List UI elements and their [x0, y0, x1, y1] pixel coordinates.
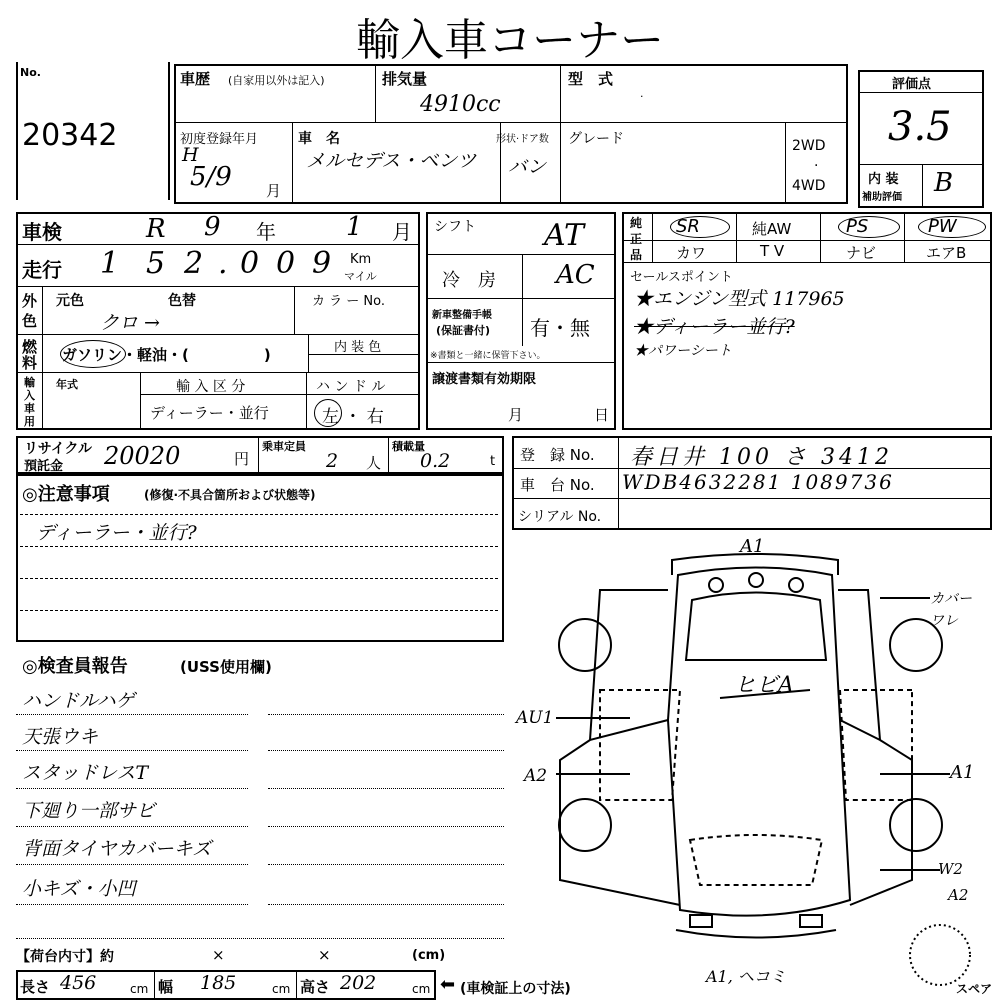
chassis-label: 車 台 No. [520, 476, 595, 494]
first-reg-month: 月 [266, 182, 282, 200]
inspection-month-label: 月 [392, 220, 412, 244]
import-class-value: ディーラー・並行 [150, 404, 269, 422]
maint-label1: 新車整備手帳 [432, 310, 492, 321]
handle-value: 左 ・ 右 [322, 407, 384, 427]
mileage-digit: 9 [312, 246, 332, 281]
color-orig-label: 元色 [56, 293, 84, 309]
inspector-label: ◎検査員報告 [22, 656, 128, 677]
model-type-label: 型 式 [568, 70, 614, 88]
inspector-line: 天張ウキ [22, 726, 99, 748]
inspector-line: ハンドルハゲ [22, 690, 135, 712]
transfer-label: 譲渡書類有効期限 [432, 372, 537, 387]
no-label: No. [20, 66, 41, 79]
shift-value: AT [544, 218, 585, 253]
height-value: 202 [340, 972, 377, 994]
shape-door-label: 形状·ドア数 [496, 134, 549, 145]
length-unit: cm [130, 982, 149, 996]
inspector-line: 背面タイヤカバーキズ [22, 838, 212, 860]
history-label: 車歴 [180, 70, 211, 88]
color-value: クロ → [100, 312, 160, 334]
color-outer-label2: 色 [22, 312, 38, 330]
import-year-label: 年式 [56, 378, 78, 391]
rating-value: 3.5 [888, 104, 952, 150]
recycle-value: 20020 [104, 442, 181, 470]
diagram-label-right-low2: A2 [948, 886, 969, 904]
color-no-label: カ ラ ー No. [312, 294, 385, 309]
inspection-year-label: 年 [256, 220, 276, 244]
spare-label: スペア [956, 982, 993, 996]
drive-dot: · [814, 158, 819, 174]
arrow-left-icon: ⬅ [440, 974, 456, 995]
height-unit: cm [412, 982, 431, 996]
handle-label: ハ ン ド ル [316, 379, 386, 395]
first-reg-era: H [182, 144, 199, 166]
diagram-label-center: ヒビA [734, 673, 794, 698]
inspector-line: 下廻り一部サビ [22, 800, 156, 822]
chassis-value: WDB4632281 1089736 [622, 470, 894, 494]
inspector-note: (USS使用欄) [180, 658, 272, 676]
displacement-label: 排気量 [382, 70, 428, 88]
genuine-sr: SR [676, 216, 700, 237]
registration-label: 登 録 No. [520, 446, 595, 464]
sales-point-item: ★パワーシート [634, 343, 732, 359]
genuine-label3: 品 [630, 248, 643, 262]
inspection-year: 9 [204, 212, 221, 242]
capacity-unit: 人 [366, 454, 382, 472]
first-reg-value: 5/9 [190, 162, 232, 192]
import-label1: 輸 [24, 376, 35, 389]
import-label2: 入 [24, 389, 35, 402]
diagram-label-right-low1: W2 [938, 860, 963, 878]
maint-value: 有・無 [530, 316, 590, 340]
displacement-value: 4910cc [420, 92, 501, 117]
page-title: 輸入車コーナー [356, 15, 664, 66]
fuel-label1: 燃 [22, 338, 38, 356]
diagram-label-left2: A2 [524, 766, 548, 786]
capacity-label: 乗車定員 [262, 440, 306, 453]
genuine-ps: PS [846, 216, 869, 237]
inspector-line: 小キズ・小凹 [22, 878, 136, 900]
diagram-label-top: A1 [740, 536, 765, 557]
import-class-label: 輸 入 区 分 [176, 379, 246, 395]
inspection-label: 車検 [22, 220, 62, 244]
height-label: 高さ [300, 978, 331, 996]
dims-note: (車検証上の寸法) [460, 981, 571, 997]
inspection-month: 1 [346, 212, 363, 242]
load-unit: t [490, 454, 496, 469]
mileage-digit: 0 [276, 246, 296, 281]
cargo-label: 【荷台内寸】約 [16, 949, 114, 965]
caution-note: (修復·不具合箇所および状態等) [144, 488, 316, 502]
genuine-airbag: エアB [926, 244, 967, 262]
length-label: 長さ [20, 978, 51, 996]
cargo-x1: × [212, 946, 225, 964]
interior-value: B [934, 168, 954, 198]
history-note: (自家用以外は記入) [228, 74, 325, 87]
color-outer-label1: 外 [22, 292, 38, 310]
serial-label: シリアル No. [518, 509, 602, 525]
recycle-label1: リサイクル [24, 441, 93, 457]
interior-sub: 補助評価 [862, 192, 902, 203]
inspector-line: スタッドレスT [22, 762, 149, 784]
sales-point-item: ★ディーラー並行? [634, 316, 795, 338]
caution-label: ◎注意事項 [22, 484, 110, 505]
fuel-value: ガソリン・軽油・( ) [62, 346, 271, 364]
mileage-unit-mile: マイル [344, 270, 377, 283]
drive-2wd: 2WD [792, 138, 826, 154]
genuine-label1: 純 [630, 216, 643, 230]
import-label3: 車 [24, 402, 35, 415]
length-value: 456 [60, 972, 97, 994]
aircon-label: 冷 房 [442, 270, 496, 291]
caution-line: ディーラー・並行? [36, 522, 197, 544]
diagram-label-left1: AU1 [516, 708, 554, 728]
width-label: 幅 [158, 978, 174, 996]
load-value: 0.2 [420, 450, 451, 472]
genuine-tv: T V [760, 242, 785, 260]
diagram-label-right-top1: カバー [930, 591, 972, 607]
registration-value: 春日井 100 さ 3412 [630, 445, 893, 470]
recycle-label2: 預託金 [24, 459, 64, 474]
mileage-digit: 2 [184, 246, 204, 281]
model-type-value: · [640, 90, 644, 103]
no-value: 20342 [22, 118, 118, 153]
inspection-era: R [146, 214, 166, 244]
sales-point-item: ★エンジン型式 117965 [634, 288, 845, 310]
genuine-aw: 純AW [752, 220, 792, 238]
mileage-digit: 1 [100, 246, 120, 281]
fuel-label2: 料 [22, 354, 38, 372]
diagram-label-right-top2: ワレ [930, 613, 958, 629]
sales-point-label: セールスポイント [630, 270, 733, 285]
genuine-navi: ナビ [846, 244, 877, 262]
car-name-label: 車 名 [298, 131, 340, 147]
diagram-label-right-mid: A1 [950, 762, 975, 783]
mileage-digit: 0 [240, 246, 260, 281]
genuine-pw: PW [928, 216, 957, 237]
color-change-label: 色替 [168, 293, 196, 309]
transfer-month: 月 [508, 406, 524, 424]
rating-label: 評価点 [892, 77, 932, 92]
shape-door-value: バン [508, 156, 547, 178]
aircon-value: AC [556, 260, 595, 290]
mileage-digit: 5 [146, 246, 166, 281]
cargo-x2: × [318, 946, 331, 964]
grade-label: グレード [568, 131, 624, 147]
import-label4: 用 [24, 415, 35, 428]
diagram-label-bottom: A1, ヘコミ [706, 967, 786, 986]
recycle-unit: 円 [234, 450, 250, 468]
first-reg-label: 初度登録年月 [180, 132, 259, 147]
capacity-value: 2 [326, 450, 339, 472]
interior-label: 内 装 [868, 172, 899, 187]
genuine-leather: カワ [676, 244, 707, 262]
mileage-unit-km: Km [350, 252, 372, 267]
interior-color-label: 内 装 色 [334, 340, 382, 355]
load-label: 積載量 [392, 440, 425, 453]
maint-note: ※書類と一緒に保管下さい。 [430, 351, 546, 361]
width-value: 185 [200, 972, 237, 994]
mileage-digit: . [218, 246, 228, 281]
maint-label2: (保証書付) [436, 324, 491, 337]
mileage-label: 走行 [22, 258, 62, 282]
width-unit: cm [272, 982, 291, 996]
transfer-day: 日 [594, 406, 610, 424]
cargo-unit: (cm) [412, 948, 446, 963]
genuine-label2: 正 [630, 232, 643, 246]
drive-4wd: 4WD [792, 178, 826, 194]
shift-label: シフト [434, 219, 476, 235]
car-name-value: メルセデス・ベンツ [306, 150, 477, 172]
